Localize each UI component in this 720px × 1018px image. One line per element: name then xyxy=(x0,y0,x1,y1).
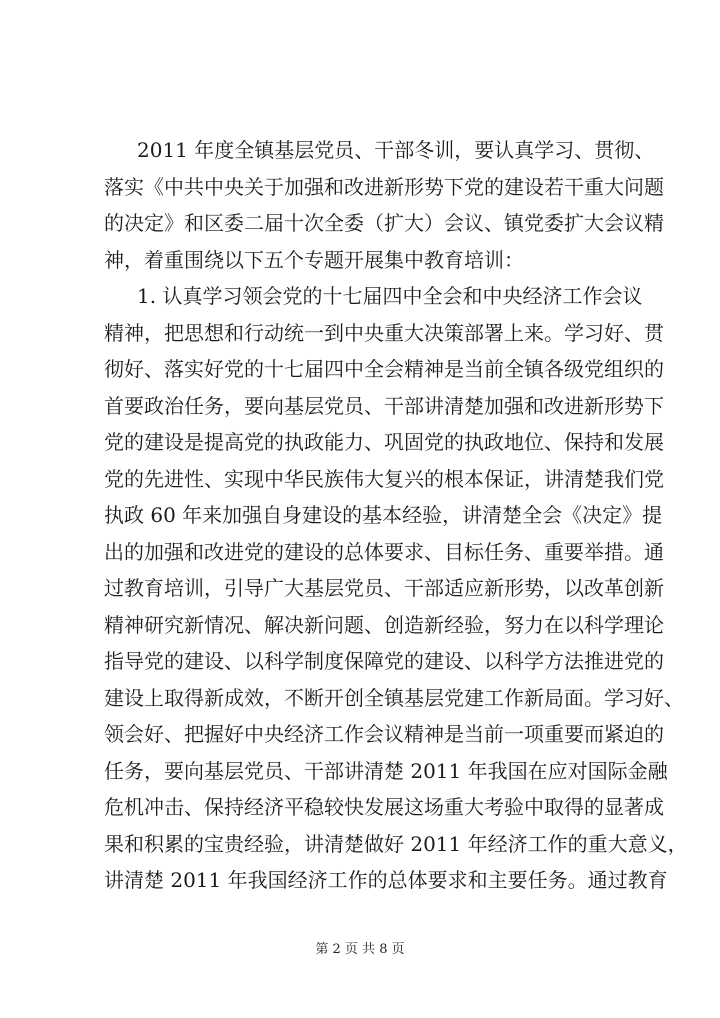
page-number-footer: 第 2 页 共 8 页 xyxy=(315,942,405,957)
text-line: 指导党的建设、以科学制度保障党的建设、以科学方法推进党的 xyxy=(104,649,664,673)
text-line: 1. 认真学习领会党的十七届四中全会和中央经济工作会议 xyxy=(137,284,643,308)
text-line: 任务，要向基层党员、干部讲清楚 2011 年我国在应对国际金融 xyxy=(104,758,668,783)
text-line: 党的建设是提高党的执政能力、巩固党的执政地位、保持和发展 xyxy=(104,430,664,454)
text-line: 党的先进性、实现中华民族伟大复兴的根本保证，讲清楚我们党 xyxy=(104,466,664,491)
text-line: 过教育培训，引导广大基层党员、干部适应新形势，以改革创新 xyxy=(104,576,664,600)
text-line: 精神研究新情况、解决新问题、创造新经验，努力在以科学理论 xyxy=(104,612,664,637)
text-line: 果和积累的宝贵经验，讲清楚做好 2011 年经济工作的重大意义， xyxy=(104,831,688,856)
text-line: 2011 年度全镇基层党员、干部冬训，要认真学习、贯彻、 xyxy=(137,138,655,162)
text-line: 落实《中共中央关于加强和改进新形势下党的建设若干重大问题 xyxy=(104,174,664,199)
text-line: 彻好、落实好党的十七届四中全会精神是当前全镇各级党组织的 xyxy=(104,357,664,381)
text-line: 出的加强和改进党的建设的总体要求、目标任务、重要举措。通 xyxy=(104,539,664,564)
text-line: 精神，把思想和行动统一到中央重大决策部署上来。学习好、贯 xyxy=(104,320,664,345)
text-line: 执政 60 年来加强自身建设的基本经验，讲清楚全会《决定》提 xyxy=(104,503,663,527)
paragraph-intro xyxy=(104,132,664,278)
text-line: 神，着重围绕以下五个专题开展集中教育培训： xyxy=(104,247,524,272)
text-line: 领会好、把握好中央经济工作会议精神是当前一项重要而紧迫的 xyxy=(104,722,664,746)
paragraph-item-1 xyxy=(104,278,688,899)
text-line: 建设上取得新成效，不断开创全镇基层党建工作新局面。学习好、 xyxy=(104,685,684,710)
document-body xyxy=(104,132,688,899)
text-line: 首要政治任务，要向基层党员、干部讲清楚加强和改进新形势下 xyxy=(104,393,664,418)
text-line: 危机冲击、保持经济平稳较快发展这场重大考验中取得的显著成 xyxy=(104,795,664,819)
text-line: 讲清楚 2011 年我国经济工作的总体要求和主要任务。通过教育 xyxy=(104,868,668,892)
text-line: 的决定》和区委二届十次全委（扩大）会议、镇党委扩大会议精 xyxy=(104,211,664,235)
